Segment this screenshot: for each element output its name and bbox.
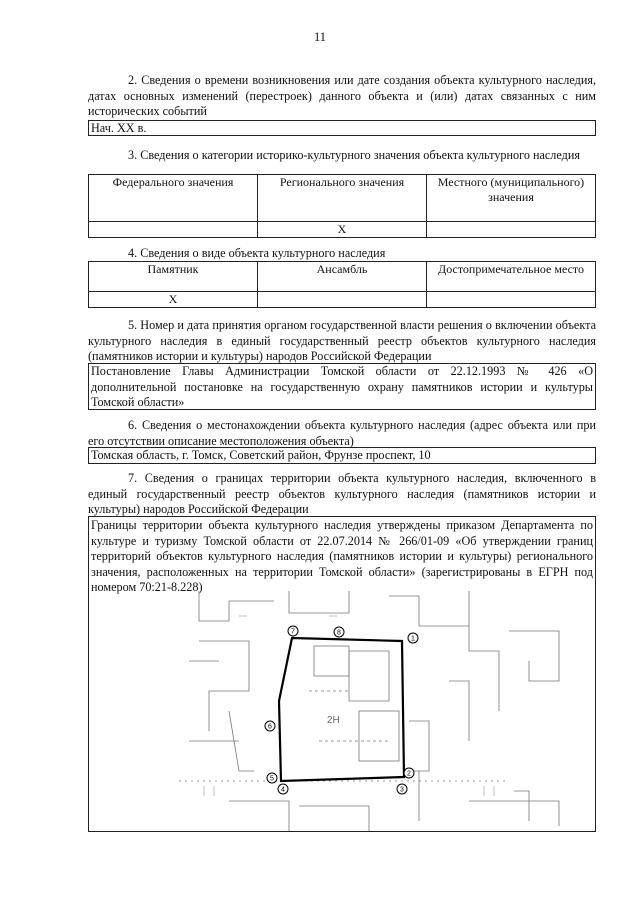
boundary-box — [88, 516, 596, 832]
type-monument-mark: Х — [89, 292, 258, 308]
category-federal-header: Федерального значения — [89, 175, 258, 222]
boundary-map — [89, 591, 595, 831]
point-8-label: 8 — [337, 629, 341, 637]
category-local-mark — [427, 222, 596, 238]
point-4-label: 4 — [281, 786, 285, 794]
type-table — [88, 261, 596, 308]
section-6-heading: 6. Сведения о местонахождении объекта культурного наследия (адрес объекта или при его отсутствии описание местоположения объекта) — [88, 418, 596, 448]
section-4-heading: 4. Сведения о виде объекта культурного наследия — [128, 246, 386, 260]
type-ensemble-mark — [258, 292, 427, 308]
point-3-label: 3 — [400, 786, 404, 794]
section-5-value: Постановление Главы Администрации Томской области от 22.12.1993 № 426 «О дополнительной постановке на государственную охрану памятников истории и культуры Томской области» — [88, 363, 596, 410]
section-2-heading: 2. Сведения о времени возникновения или дате создания объекта культурного наследия, датах основных изменений (перестроек) данного объекта и (или) датах связанных с ним исторических событий — [88, 73, 596, 118]
point-6-label: 6 — [268, 723, 272, 731]
category-federal-mark — [89, 222, 258, 238]
category-regional-header: Регионального значения — [258, 175, 427, 222]
section-7-value: Границы территории объекта культурного наследия утверждены приказом Департамента по культуре и туризму Томской области от 22.07.2014 № 266/01-09 «Об утверждении границ территорий объектов культурного наследия (памятников истории и культуры) регионального значения, расположенных на территории Томской области» (зарегистрированы в ЕГРН под номером 70:21-8.228) — [91, 518, 593, 594]
page-number: 11 — [313, 30, 327, 44]
point-1-label: 1 — [411, 635, 415, 643]
boundary-polygon — [279, 638, 404, 781]
point-7-label: 7 — [291, 628, 295, 636]
section-6-value: Томская область, г. Томск, Советский район, Фрунзе проспект, 10 — [88, 447, 596, 464]
section-5-heading: 5. Номер и дата принятия органом государственной власти решения о включении объекта культурного наследия в единый государственный реестр объектов культурного наследия (памятников истории и культуры) народов Российской Федерации — [88, 318, 596, 363]
type-place-header: Достопримечательное место — [427, 262, 596, 292]
point-2-label: 2 — [407, 770, 411, 778]
category-local-header: Местного (муниципального) значения — [427, 175, 596, 222]
section-2-value: Нач. XX в. — [88, 120, 596, 136]
type-ensemble-header: Ансамбль — [258, 262, 427, 292]
type-monument-header: Памятник — [89, 262, 258, 292]
type-place-mark — [427, 292, 596, 308]
category-table — [88, 174, 596, 238]
category-regional-mark: Х — [258, 222, 427, 238]
building-label: 2Н — [327, 715, 340, 726]
section-7-heading: 7. Сведения о границах территории объекта культурного наследия, включенного в единый государственный реестр объектов культурного наследия (памятников истории и культуры) народов Российской Федерации — [88, 471, 596, 516]
point-5-label: 5 — [270, 775, 274, 783]
section-3-heading: 3. Сведения о категории историко-культурного значения объекта культурного наследия — [128, 148, 580, 162]
